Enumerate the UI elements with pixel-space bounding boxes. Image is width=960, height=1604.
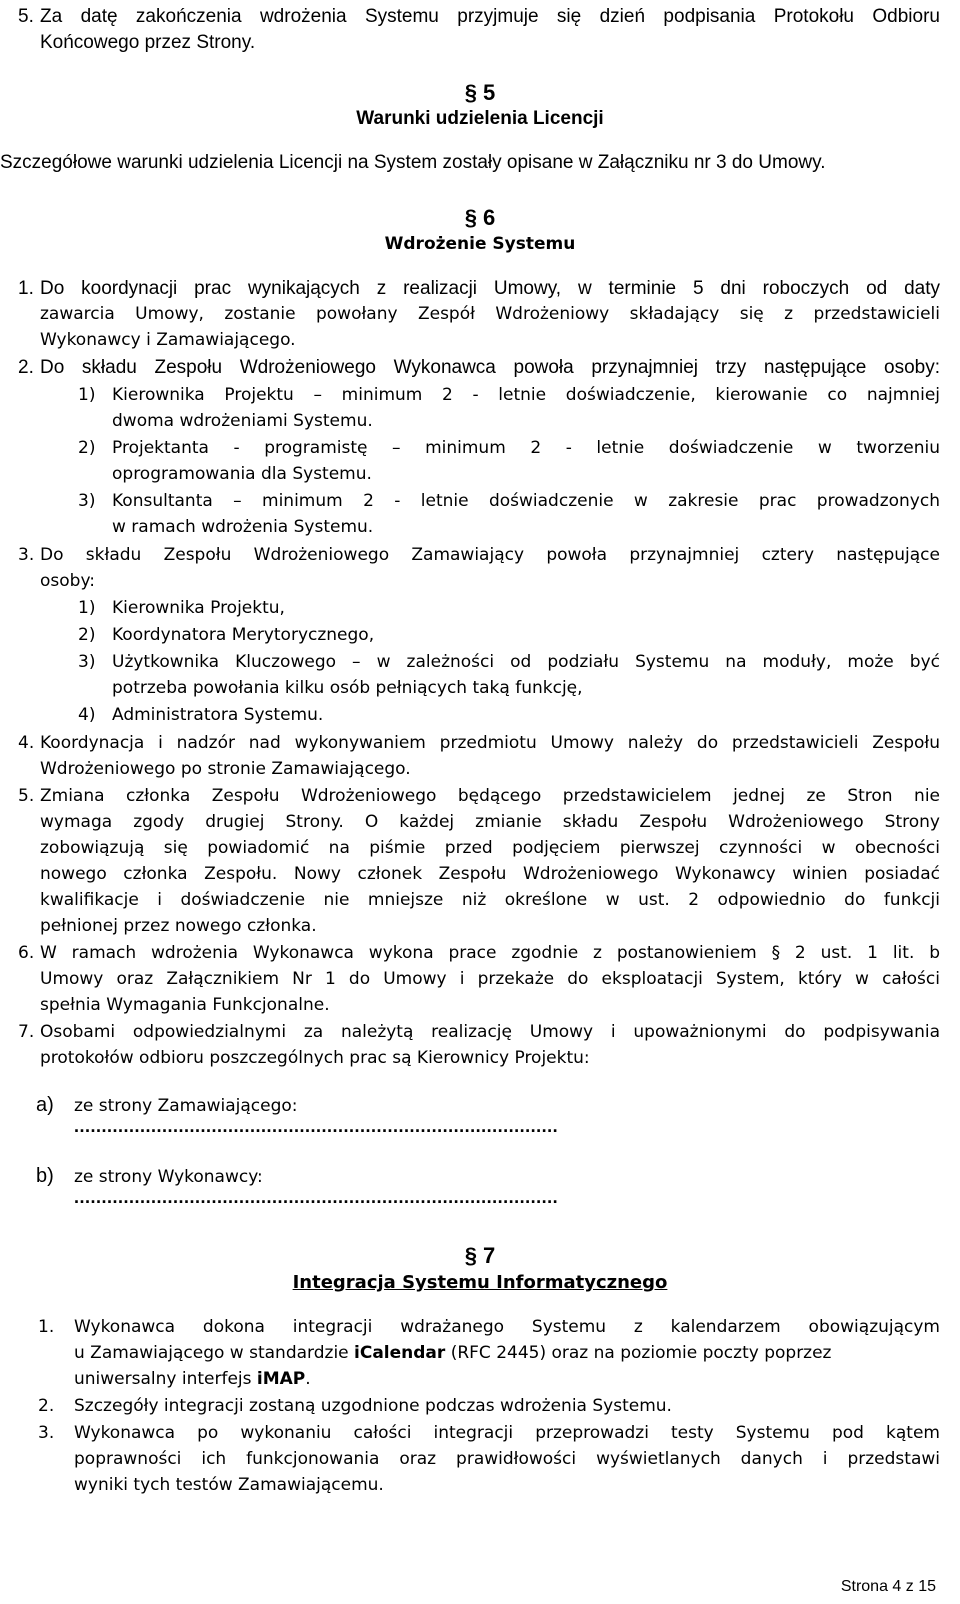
paragraph-line: pełnionej przez nowego członka. [40,916,317,936]
paragraph-line: dwoma wdrożeniami Systemu. [112,411,373,431]
paragraph-line: Administratora Systemu. [112,705,324,725]
paragraph-line: Koordynacja i nadzór nad wykonywaniem przedmiotu Umowy należy do przedstawicieli Zespołu [40,733,940,753]
subitem-number: 1) [78,385,96,405]
item-number: 6. [18,943,35,963]
paragraph-line: wyniki tych testów Zamawiającemu. [74,1475,384,1495]
item-number: 3. [38,1423,55,1443]
paragraph-line: Zmiana członka Zespołu Wdrożeniowego będącego przedstawicielem jednej ze Stron nie [40,786,940,806]
paragraph-line [74,1343,831,1363]
paragraph-line: Wdrożeniowego po stronie Zamawiającego. [40,759,411,779]
subitem-number: 2) [78,438,96,458]
paragraph-line: ze strony Zamawiającego: [74,1096,298,1116]
page-number-footer: Strona 4 z 15 [840,1578,936,1595]
paragraph-line: W ramach wdrożenia Wykonawca wykona prace zgodnie z postanowieniem § 2 ust. 1 lit. b [40,943,940,963]
item-number: 1. [38,1317,55,1337]
paragraph-line: nowego członka Zespołu. Nowy członek Zespołu Wdrożeniowego Wykonawcy winien posiadać [40,864,940,884]
paragraph-line: spełnia Wymagania Funkcjonalne. [40,995,330,1015]
paragraph-line: ze strony Wykonawcy: [74,1167,263,1187]
paragraph-line: Wykonawcy i Zamawiającego. [40,330,296,350]
item-number: 1. [18,278,34,299]
paragraph-line: Wykonawca po wykonaniu całości integracji przeprowadzi testy Systemu pod kątem [74,1423,940,1443]
paragraph-line: osoby: [40,571,96,591]
section-title-text: Integracja Systemu Informatycznego [292,1272,668,1293]
paragraph-line: Kierownika Projektu – minimum 2 - letnie doświadczenie, kierowanie co najmniej [112,385,940,405]
paragraph-line: protokołów odbioru poszczególnych prac są Kierownicy Projektu: [40,1048,590,1068]
section-title [0,1272,960,1293]
paragraph-line [74,1369,311,1389]
text-run: . [305,1369,311,1389]
item-number: 4. [18,733,35,753]
item-number: 5. [18,786,35,806]
paragraph-line: potrzeba powołania kilku osób pełniących taką funkcję, [112,678,583,698]
text-run: u Zamawiającego w standardzie [74,1343,355,1363]
subitem-number: 1) [78,598,96,618]
paragraph-line: Szczegółowe warunki udzielenia Licencji na System zostały opisane w Załączniku nr 3 do Umowy. [0,152,826,173]
paragraph-line: Do koordynacji prac wynikających z realizacji Umowy, w terminie 5 dni roboczych od daty [40,278,940,299]
paragraph-line: Do składu Zespołu Wdrożeniowego Zamawiający powoła przynajmniej cztery następujące [40,545,940,565]
paragraph-line: Koordynatora Merytorycznego, [112,625,375,645]
signature-dotted-line: ........................................................................................ [74,1187,559,1207]
subitem-number: b) [36,1165,54,1187]
paragraph-line: Końcowego przez Strony. [40,32,256,53]
paragraph-line: Szczegóły integracji zostaną uzgodnione podczas wdrożenia Systemu. [74,1396,672,1416]
item-number: 2. [38,1396,55,1416]
paragraph-line: wymaga zgody drugiej Strony. O każdej zmianie składu Zespołu Wdrożeniowego Strony [40,812,940,832]
paragraph-line: Do składu Zespołu Wdrożeniowego Wykonawca powoła przynajmniej trzy następujące osoby: [40,357,940,378]
item-number: 3. [18,545,35,565]
text-run: (RFC 2445) oraz na poziomie poczty poprzez [445,1343,832,1363]
paragraph-line: zobowiązują się powiadomić na piśmie przed podjęciem pierwszej czynności w obecności [40,838,940,858]
paragraph-line: oprogramowania dla Systemu. [112,464,372,484]
paragraph-line: Wykonawca dokona integracji wdrażanego Systemu z kalendarzem obowiązującym [74,1317,940,1337]
paragraph-line: Osobami odpowiedzialnymi za należytą realizację Umowy i upoważnionymi do podpisywania [40,1022,940,1042]
paragraph-line: Umowy oraz Załącznikiem Nr 1 do Umowy i przekaże do eksploatacji System, który w całości [40,969,940,989]
paragraph-line: kwalifikacje i doświadczenie nie mniejsze niż określone w ust. 2 odpowiednio do funkcji [40,890,940,910]
signature-dotted-line: ........................................................................................ [74,1116,559,1136]
paragraph-line: Kierownika Projektu, [112,598,285,618]
paragraph-line: poprawności ich funkcjonowania oraz prawidłowości wyświetlanych danych i przedstawi [74,1449,940,1469]
text-run-bold: iMAP [256,1369,306,1389]
item-number: 7. [18,1022,35,1042]
text-run: uniwersalny interfejs [74,1369,257,1389]
subitem-number: 2) [78,625,96,645]
section-title: Warunki udzielenia Licencji [356,108,604,129]
section-title: Wdrożenie Systemu [384,234,576,254]
paragraph-line: zawarcia Umowy, zostanie powołany Zespół Wdrożeniowy składający się z przedstawicieli [40,304,940,324]
paragraph-line: Za datę zakończenia wdrożenia Systemu przyjmuje się dzień podpisania Protokołu Odbioru [40,6,940,27]
item-number: 5. [18,6,34,27]
subitem-number: 4) [78,705,96,725]
paragraph-line: w ramach wdrożenia Systemu. [112,517,374,537]
section-sign: § 6 [464,205,496,230]
paragraph-line: Konsultanta – minimum 2 - letnie doświadczenie w zakresie prac prowadzonych [112,491,940,511]
paragraph-line: Użytkownika Kluczowego – w zależności od podziału Systemu na moduły, może być [112,652,940,672]
section-sign: § 5 [464,80,496,105]
subitem-number: a) [36,1094,54,1116]
paragraph-line: Projektanta - programistę – minimum 2 - letnie doświadczenie w tworzeniu [112,438,940,458]
text-run-bold: iCalendar [354,1343,446,1363]
subitem-number: 3) [78,491,96,511]
subitem-number: 3) [78,652,96,672]
item-number: 2. [18,357,34,378]
section-sign: § 7 [464,1243,496,1268]
